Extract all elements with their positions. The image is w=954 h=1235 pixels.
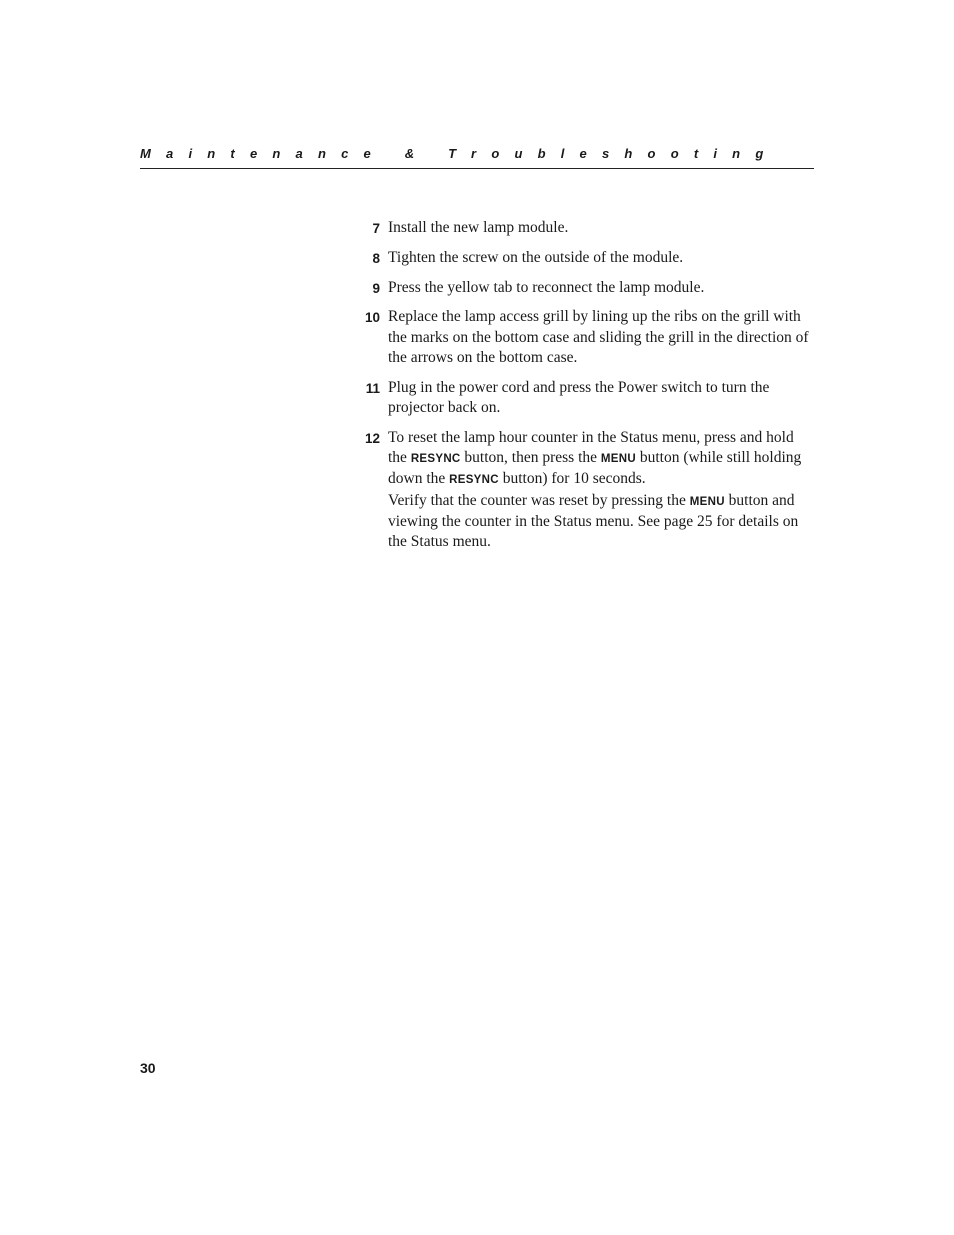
- step-text: Install the new lamp module.: [388, 219, 569, 236]
- step-text: Plug in the power cord and press the Power switch to turn the projector back on.: [388, 378, 770, 417]
- step-text: Press the yellow tab to reconnect the lamp module.: [388, 278, 705, 296]
- step-number: 10: [364, 310, 380, 326]
- resync-key-label: RESYNC: [410, 453, 461, 466]
- step-number: 12: [364, 430, 380, 446]
- menu-key-label: MENU: [689, 495, 725, 508]
- step-11: [360, 378, 815, 419]
- step-text: Replace the lamp access grill by lining up the ribs on the grill with the marks on the bottom case and sliding the grill in the direction of the arrows on the bottom case.: [388, 308, 809, 366]
- menu-key-label: MENU: [600, 453, 636, 466]
- step-text: Tighten the screw on the outside of the module.: [388, 248, 684, 266]
- step-text: To reset the lamp hour counter in the Status menu, press and hold the RESYNC button, then press the MENU button (while still holding down the RESYNC button) for 10 seconds. Verify that the counter was reset by pressing the MENU button and viewing the counter in the Status menu. See page 25 for details on the Status menu.: [388, 428, 802, 551]
- step-10: [360, 307, 815, 368]
- step-8: [360, 248, 815, 268]
- step-number: 8: [372, 250, 380, 266]
- resync-key-label: RESYNC: [449, 474, 499, 487]
- step-12: [360, 428, 815, 553]
- running-header-title: Maintenance & Troubleshooting: [140, 146, 779, 161]
- step-7: [360, 218, 815, 238]
- step-number: 11: [365, 380, 380, 396]
- step-number: 7: [372, 221, 380, 236]
- procedure-steps: [360, 218, 815, 562]
- step-9: [360, 278, 815, 298]
- page-number: 30: [140, 1060, 156, 1076]
- step-number: 9: [372, 280, 380, 296]
- running-header: [140, 145, 814, 169]
